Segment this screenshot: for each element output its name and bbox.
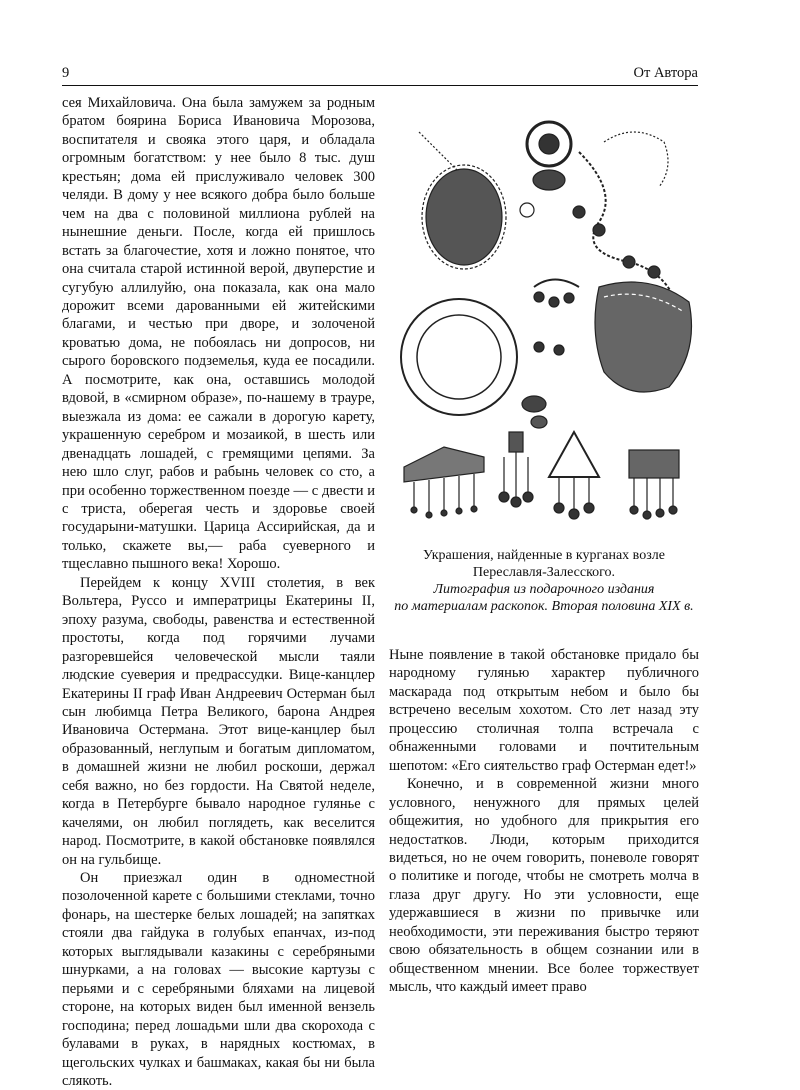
paragraph: Перейдем к концу XVIII столетия, в век Вольтера, Руссо и императрицы Екатерины II, эпоху разума, свободы, равенства и естественной простоты, когда под горячими лучами разгоревшейся человеческой мысли таяли людские суеверия и предрассудки. Вице-канцлер Екатерины II граф Иван Андреевич Остерман был сын любимца Петра Великого, барона Андрея Ивановича Остермана. Этот вице-канцлер был образованный, неглупым и богатым дипломатом, в домашней жизни не любил роскоши, держал себя важно, но без гордости. На Святой неделе, когда в Петербурге бывало народное гулянье с качелями, он любил поглядеть, как веселится народ. Посмотрите, в какой обстановке появлялся он на гульбище. xyxy=(62,574,375,868)
paragraph: сея Михайловича. Она была замужем за родным братом боярина Бориса Ивановича Морозова, воспитателя и свояка этого царя, и обладала огромным богатством: у нее было 8 тыс. душ крестьян; дома ей прислуживало человек 300 челяди. В дому у нее всякого добра было больше чем на два с половиной миллиона рублей на нынешние деньги. После, когда ей пришлось встать за благочестие, хотя и ложно понятое, что она считала старой истинной верой, двуперстие и сугубую аллилуйю, она показала, как она мало дорожит всеми дарованными ей житейскими благами, и честью при дворе, и золоченой кроватью дома, не побоялась ни допросов, ни сырого боровского подземелья, куда ее посадили. А посмотрите, как она, оставшись молодой вдовой, в «смирном образе», по-нашему в трауре, выезжала из дома: ее сажали в дорогую карету, украшенную серебром и мозаикой, в шесть или двенадцать лошадей, с гремящими цепями. За нею шло слуг, рабов и рабынь человек со сто, а при особенно торжественном поезде — с двести и с триста, оберегая честь и здоровье своей государыни-матушки. Царица Ассирийская, да и только, скажете вы,— раба суеверного и тщеславно пышного века! Хорошо. xyxy=(62,95,375,573)
neck-ring xyxy=(401,299,517,415)
temple-pendant-3 xyxy=(549,432,599,519)
page-header xyxy=(62,64,698,82)
caption-title-line: Украшения, найденные в курганах возле xyxy=(423,548,665,563)
header-rule xyxy=(62,85,698,86)
page-number: 9 xyxy=(62,65,70,81)
left-column xyxy=(62,94,375,1090)
paragraph: Он приезжал один в одноместной позолоченной карете с большими стеклами, точно фонарь, на шестерке белых лошадей; на запятках стояли два гайдука в голубых епанчах, из-под которых выглядывали казакины с серебряными шнурками, а на головах — высокие картузы с перьями и с серебряными бляхами на лицевой стороне, на которых виден был именной вензель господина; перед лошадьми шли два скорохода с булавами в руках, в нарядных костюмах, в щегольских чулках и башмаках, какая бы ни была слякоть. xyxy=(62,870,375,1090)
beaded-necklace xyxy=(534,280,579,356)
caption-source-line: Литография из подарочного издания xyxy=(433,582,655,597)
running-head: От Автора xyxy=(633,65,698,81)
paragraph: Конечно, и в современной жизни много условного, ненужного для прямых целей общежития, но удобного для прикрытия его недостатков. Люди, которым приходится видеться, но не очем говорить, поневоле говорят о политике и погоде, чтобы не смотреть молча в глаза друг другу. Но эти условности, еще удержавшиеся в жизни по привычке или необходимости, эти переживания быстро теряют свою обязательность в общем сознании или в общественном мнении. Все более торжествует мысль, что каждый имеет право xyxy=(389,776,699,996)
caption-source-line: по материалам раскопок. Вторая половина XIX в. xyxy=(394,599,694,614)
caption-title-line: Переславля-Залесского. xyxy=(472,565,616,580)
paragraph: Ныне появление в такой обстановке придало бы народному гулянью характер публичного маскарада под открытым небом и было бы встречено веселым хохотом. Сто лет назад эту процессию столичная толпа встречала с обнаженными головами и почтительным шепотом: «Его сиятельство граф Остерман едет!» xyxy=(389,647,699,774)
jewelry-engraving xyxy=(389,112,699,522)
crescent-plate xyxy=(595,282,692,392)
figure-caption xyxy=(389,547,699,615)
temple-pendant-1 xyxy=(404,447,484,518)
small-beads xyxy=(522,396,547,428)
temple-pendant-2 xyxy=(499,432,533,507)
ring-brooch xyxy=(520,122,571,217)
temple-pendant-4 xyxy=(629,450,679,519)
jewelry-illustration xyxy=(389,112,699,522)
right-column xyxy=(389,646,699,997)
oval-pendant xyxy=(419,132,506,269)
